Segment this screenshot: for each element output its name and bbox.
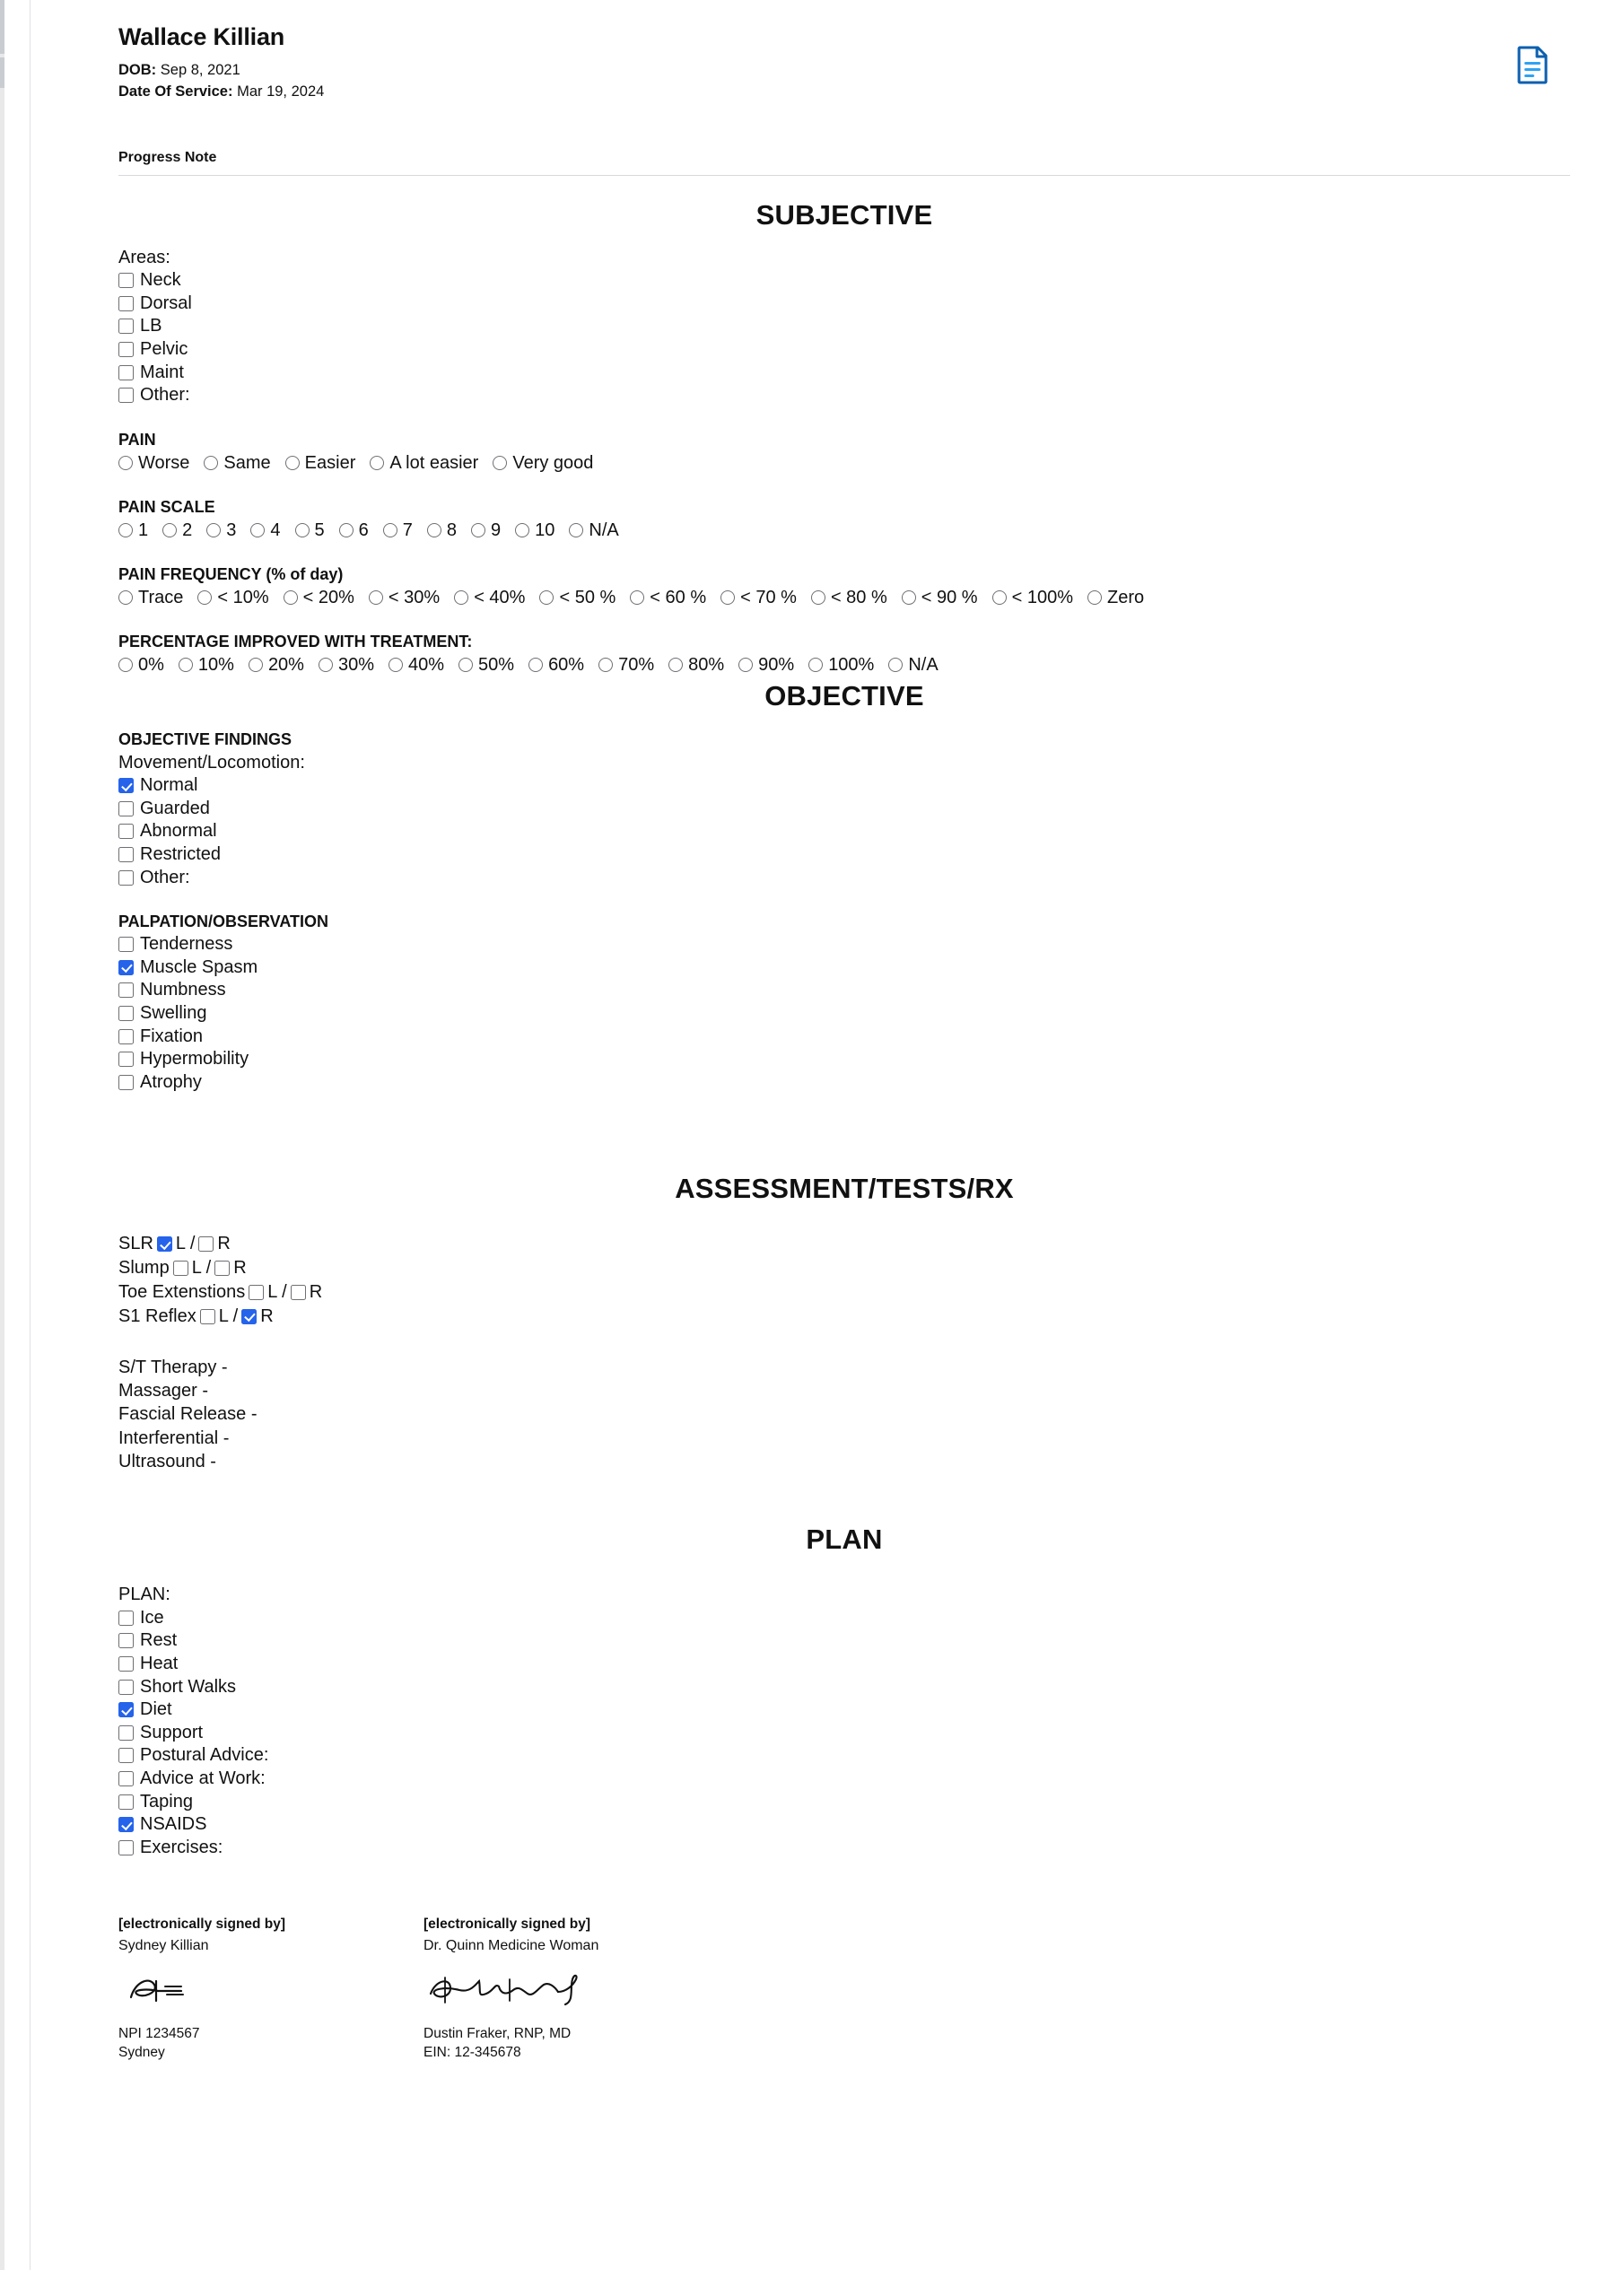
test-name: SLR xyxy=(118,1234,153,1254)
checkbox-label: Taping xyxy=(140,1791,193,1812)
checkbox-label: Fixation xyxy=(140,1026,204,1046)
plan-checkbox-group xyxy=(118,1607,1570,1860)
checkbox-row[interactable] xyxy=(118,1837,1570,1860)
assessment-tests xyxy=(118,1232,1570,1328)
checkbox-label: Support xyxy=(140,1722,204,1742)
signature-image xyxy=(423,1967,603,2015)
checkbox-row[interactable] xyxy=(118,1676,1570,1699)
radio-label: 8 xyxy=(446,519,457,540)
percentage-improved-label: PERCENTAGE IMPROVED WITH TREATMENT: xyxy=(118,632,473,650)
test-right-label: R xyxy=(217,1234,231,1254)
checkbox-slr-right[interactable] xyxy=(198,1236,214,1252)
radio-label: 1 xyxy=(138,519,149,540)
radio-button[interactable] xyxy=(738,658,753,672)
test-row-slr[interactable] xyxy=(118,1232,1570,1256)
radio-button[interactable] xyxy=(383,523,397,537)
radio-improved-60[interactable] xyxy=(528,653,584,677)
radio-improved-80[interactable] xyxy=(668,653,724,677)
therapy-massager: Massager - xyxy=(118,1380,209,1401)
test-name: S1 Reflex xyxy=(118,1305,196,1326)
document-icon xyxy=(1511,43,1554,86)
radio-button[interactable] xyxy=(811,590,825,605)
radio-pain-same[interactable] xyxy=(204,451,270,475)
radio-button[interactable] xyxy=(598,658,613,672)
checkbox-label: Swelling xyxy=(140,1002,207,1023)
checkbox-row[interactable] xyxy=(118,292,1570,316)
radio-label: < 20% xyxy=(302,587,354,607)
checkbox-label: Normal xyxy=(140,775,198,796)
checkbox-abnormal[interactable] xyxy=(118,824,134,839)
radio-button[interactable] xyxy=(250,523,265,537)
checkbox-tenderness[interactable] xyxy=(118,937,134,952)
pain-scale-label: PAIN SCALE xyxy=(118,497,215,516)
radio-button[interactable] xyxy=(539,590,554,605)
checkbox-postural-advice[interactable] xyxy=(118,1748,134,1763)
checkbox-row[interactable] xyxy=(118,1744,1570,1768)
patient-dob xyxy=(118,60,1570,82)
section-title-plan: PLAN xyxy=(806,1524,883,1556)
signature-footer-name: Sydney xyxy=(118,2045,165,2061)
checkbox-row[interactable] xyxy=(118,1026,1570,1049)
test-left-label: L / xyxy=(218,1305,239,1326)
radio-improved-50[interactable] xyxy=(458,653,514,677)
test-left-label: L / xyxy=(191,1258,212,1279)
test-name: Slump xyxy=(118,1258,170,1279)
checkbox-row[interactable] xyxy=(118,867,1570,890)
dob-value: Sep 8, 2021 xyxy=(160,62,240,78)
radio-pain-scale-10[interactable] xyxy=(515,519,554,542)
radio-button[interactable] xyxy=(370,456,384,470)
radio-button[interactable] xyxy=(204,456,218,470)
radio-label: 0% xyxy=(138,654,164,675)
areas-label: Areas: xyxy=(118,247,170,267)
checkbox-row[interactable] xyxy=(118,1071,1570,1095)
checkbox-row[interactable] xyxy=(118,1629,1570,1653)
radio-label: 100% xyxy=(828,654,875,675)
radio-pain-scale-3[interactable] xyxy=(206,519,236,542)
checkbox-label: Maint xyxy=(140,362,184,382)
checkbox-neck[interactable] xyxy=(118,273,134,288)
radio-freq-zero[interactable] xyxy=(1087,586,1144,609)
checkbox-label: Tenderness xyxy=(140,934,233,955)
checkbox-muscle-spasm[interactable] xyxy=(118,960,134,975)
checkbox-row[interactable] xyxy=(118,1698,1570,1722)
checkbox-slr-left[interactable] xyxy=(157,1236,172,1252)
radio-freq-100[interactable] xyxy=(992,586,1073,609)
radio-button[interactable] xyxy=(249,658,263,672)
checkbox-row[interactable] xyxy=(118,820,1570,843)
radio-label: Trace xyxy=(138,587,184,607)
radio-label: < 50 % xyxy=(559,587,616,607)
radio-button[interactable] xyxy=(493,456,507,470)
radio-button[interactable] xyxy=(285,456,300,470)
radio-freq-10[interactable] xyxy=(197,586,268,609)
signature-image xyxy=(118,1967,226,2015)
radio-button[interactable] xyxy=(197,590,212,605)
radio-label: Worse xyxy=(138,452,190,473)
signature-header: [electronically signed by] xyxy=(118,1916,286,1933)
radio-button[interactable] xyxy=(458,658,473,672)
checkbox-row[interactable] xyxy=(118,774,1570,798)
checkbox-label: Numbness xyxy=(140,980,226,1000)
radio-pain-scale-7[interactable] xyxy=(383,519,413,542)
checkbox-row[interactable] xyxy=(118,1653,1570,1676)
checkbox-maint[interactable] xyxy=(118,365,134,380)
checkbox-row[interactable] xyxy=(118,1607,1570,1630)
radio-freq-50[interactable] xyxy=(539,586,616,609)
therapies-list xyxy=(118,1356,1570,1474)
test-left-label: L / xyxy=(175,1234,196,1254)
radio-improved-70[interactable] xyxy=(598,653,654,677)
radio-freq-30[interactable] xyxy=(369,586,440,609)
radio-label: 3 xyxy=(226,519,237,540)
note-type: Progress Note xyxy=(118,149,217,165)
test-row-toe-extensions[interactable] xyxy=(118,1280,1570,1305)
patient-name: Wallace Killian xyxy=(118,23,285,50)
date-of-service xyxy=(118,82,1570,103)
radio-button[interactable] xyxy=(369,590,383,605)
radio-label: Easier xyxy=(304,452,356,473)
radio-pain-scale-4[interactable] xyxy=(250,519,280,542)
areas-checkbox-group xyxy=(118,269,1570,407)
radio-label: 5 xyxy=(314,519,325,540)
radio-pain-scale-5[interactable] xyxy=(295,519,325,542)
radio-freq-60[interactable] xyxy=(630,586,706,609)
radio-button[interactable] xyxy=(454,590,468,605)
document-sheet xyxy=(30,0,1624,2270)
radio-label: 10 xyxy=(535,519,555,540)
signature-name: Dr. Quinn Medicine Woman xyxy=(423,1938,599,1954)
checkbox-label: Rest xyxy=(140,1630,178,1651)
radio-label: 70% xyxy=(618,654,655,675)
radio-freq-20[interactable] xyxy=(284,586,354,609)
checkbox-label: Exercises: xyxy=(140,1837,223,1857)
radio-button[interactable] xyxy=(471,523,485,537)
radio-label: A lot easier xyxy=(389,452,479,473)
checkbox-guarded[interactable] xyxy=(118,801,134,816)
checkbox-ice[interactable] xyxy=(118,1611,134,1626)
signature-provider xyxy=(423,1916,729,2063)
checkbox-hypermobility[interactable] xyxy=(118,1052,134,1067)
radio-button[interactable] xyxy=(118,523,133,537)
section-title-subjective: SUBJECTIVE xyxy=(755,198,933,231)
pain-scale-radio-group xyxy=(118,519,1570,542)
checkbox-slump-right[interactable] xyxy=(214,1261,230,1276)
radio-button[interactable] xyxy=(720,590,735,605)
checkbox-row[interactable] xyxy=(118,362,1570,385)
radio-label: 60% xyxy=(548,654,585,675)
checkbox-lb[interactable] xyxy=(118,319,134,334)
radio-label: < 90 % xyxy=(921,587,978,607)
document-header xyxy=(118,23,1570,176)
radio-label: < 100% xyxy=(1011,587,1073,607)
checkbox-normal[interactable] xyxy=(118,778,134,793)
checkbox-nsaids[interactable] xyxy=(118,1817,134,1832)
test-row-s1-reflex[interactable] xyxy=(118,1305,1570,1329)
checkbox-row[interactable] xyxy=(118,933,1570,956)
signature-name: Sydney Killian xyxy=(118,1938,209,1954)
radio-button[interactable] xyxy=(339,523,354,537)
radio-label: 6 xyxy=(358,519,369,540)
dos-label: Date Of Service: xyxy=(118,83,233,100)
checkbox-restricted[interactable] xyxy=(118,847,134,862)
checkbox-row[interactable] xyxy=(118,384,1570,407)
radio-label: Very good xyxy=(512,452,594,473)
palpation-observation-label: PALPATION/OBSERVATION xyxy=(118,912,329,931)
signature-npi: NPI 1234567 xyxy=(118,2026,200,2042)
dos-value: Mar 19, 2024 xyxy=(237,83,325,100)
radio-label: 20% xyxy=(267,654,304,675)
checkbox-fixation[interactable] xyxy=(118,1029,134,1044)
radio-button[interactable] xyxy=(118,658,133,672)
dob-label: DOB: xyxy=(118,62,157,78)
radio-improved-100[interactable] xyxy=(808,653,874,677)
checkbox-pelvic[interactable] xyxy=(118,342,134,357)
radio-button[interactable] xyxy=(295,523,310,537)
checkbox-row[interactable] xyxy=(118,1813,1570,1837)
checkbox-movement-other[interactable] xyxy=(118,870,134,886)
radio-button[interactable] xyxy=(179,658,193,672)
radio-label: 80% xyxy=(688,654,725,675)
checkbox-support[interactable] xyxy=(118,1725,134,1741)
radio-button[interactable] xyxy=(284,590,298,605)
radio-freq-70[interactable] xyxy=(720,586,797,609)
radio-button[interactable] xyxy=(389,658,403,672)
therapy-interferential: Interferential - xyxy=(118,1427,230,1448)
objective-findings-label: OBJECTIVE FINDINGS xyxy=(118,729,292,748)
checkbox-label: Diet xyxy=(140,1699,172,1720)
radio-improved-na[interactable] xyxy=(888,653,938,677)
radio-label: 40% xyxy=(408,654,445,675)
checkbox-short-walks[interactable] xyxy=(118,1680,134,1695)
test-right-label: R xyxy=(260,1305,274,1326)
checkbox-atrophy[interactable] xyxy=(118,1075,134,1090)
radio-pain-scale-8[interactable] xyxy=(427,519,457,542)
radio-improved-40[interactable] xyxy=(389,653,444,677)
radio-freq-40[interactable] xyxy=(454,586,525,609)
checkbox-other-areas[interactable] xyxy=(118,388,134,403)
test-right-label: R xyxy=(309,1281,323,1302)
checkbox-row[interactable] xyxy=(118,1722,1570,1745)
signature-header: [electronically signed by] xyxy=(423,1916,591,1933)
radio-freq-80[interactable] xyxy=(811,586,887,609)
checkbox-s1-reflex-left[interactable] xyxy=(200,1309,215,1324)
checkbox-advice-at-work[interactable] xyxy=(118,1771,134,1786)
radio-button[interactable] xyxy=(118,590,133,605)
radio-improved-10[interactable] xyxy=(179,653,234,677)
checkbox-row[interactable] xyxy=(118,979,1570,1002)
checkbox-swelling[interactable] xyxy=(118,1006,134,1021)
radio-freq-trace[interactable] xyxy=(118,586,183,609)
radio-button[interactable] xyxy=(668,658,683,672)
checkbox-row[interactable] xyxy=(118,956,1570,980)
radio-label: Zero xyxy=(1106,587,1145,607)
radio-button[interactable] xyxy=(902,590,916,605)
checkbox-row[interactable] xyxy=(118,338,1570,362)
radio-pain-scale-6[interactable] xyxy=(339,519,369,542)
radio-label: 30% xyxy=(337,654,374,675)
rail-segment xyxy=(0,0,4,54)
section-title-assessment: ASSESSMENT/TESTS/RX xyxy=(675,1173,1014,1205)
pain-frequency-radio-group xyxy=(118,586,1570,609)
radio-label: < 30% xyxy=(388,587,441,607)
radio-button[interactable] xyxy=(1087,590,1102,605)
radio-button[interactable] xyxy=(992,590,1007,605)
checkbox-taping[interactable] xyxy=(118,1794,134,1810)
radio-button[interactable] xyxy=(515,523,529,537)
test-left-label: L / xyxy=(267,1281,287,1302)
radio-label: < 80 % xyxy=(830,587,887,607)
checkbox-heat[interactable] xyxy=(118,1656,134,1672)
checkbox-label: Hypermobility xyxy=(140,1049,249,1070)
radio-label: 2 xyxy=(182,519,193,540)
radio-pain-scale-na[interactable] xyxy=(569,519,618,542)
radio-label: < 70 % xyxy=(740,587,797,607)
radio-button[interactable] xyxy=(808,658,823,672)
radio-label: 4 xyxy=(270,519,281,540)
checkbox-label: Short Walks xyxy=(140,1676,237,1697)
checkbox-label: Dorsal xyxy=(140,292,192,313)
radio-button[interactable] xyxy=(162,523,177,537)
checkbox-diet[interactable] xyxy=(118,1702,134,1717)
test-row-slump[interactable] xyxy=(118,1256,1570,1280)
radio-button[interactable] xyxy=(528,658,543,672)
radio-label: N/A xyxy=(589,519,619,540)
radio-label: Same xyxy=(223,452,271,473)
signature-block xyxy=(118,1916,1570,2063)
header-divider xyxy=(118,175,1570,176)
therapy-fascial-release: Fascial Release - xyxy=(118,1404,258,1425)
checkbox-label: Other: xyxy=(140,385,190,406)
checkbox-label: Guarded xyxy=(140,798,210,818)
checkbox-label: Other: xyxy=(140,867,190,887)
checkbox-slump-left[interactable] xyxy=(173,1261,188,1276)
checkbox-label: Abnormal xyxy=(140,821,217,842)
checkbox-label: Advice at Work: xyxy=(140,1768,266,1788)
radio-button[interactable] xyxy=(319,658,333,672)
checkbox-row[interactable] xyxy=(118,1768,1570,1791)
radio-label: < 40% xyxy=(474,587,526,607)
checkbox-s1-reflex-right[interactable] xyxy=(241,1309,257,1324)
checkbox-toe-extensions-left[interactable] xyxy=(249,1285,264,1300)
checkbox-label: Restricted xyxy=(140,843,222,864)
radio-label: 10% xyxy=(197,654,234,675)
checkbox-row[interactable] xyxy=(118,315,1570,338)
radio-label: 9 xyxy=(491,519,502,540)
pain-label: PAIN xyxy=(118,430,156,449)
radio-pain-worse[interactable] xyxy=(118,451,189,475)
therapy-ultrasound: Ultrasound - xyxy=(118,1452,216,1472)
signature-ein: EIN: 12-345678 xyxy=(423,2045,521,2061)
radio-improved-30[interactable] xyxy=(319,653,374,677)
palpation-checkbox-group xyxy=(118,933,1570,1094)
checkbox-toe-extensions-right[interactable] xyxy=(291,1285,306,1300)
radio-label: 50% xyxy=(478,654,515,675)
radio-button[interactable] xyxy=(427,523,441,537)
radio-pain-scale-1[interactable] xyxy=(118,519,148,542)
radio-button[interactable] xyxy=(569,523,583,537)
radio-label: < 10% xyxy=(217,587,269,607)
checkbox-row[interactable] xyxy=(118,269,1570,292)
checkbox-label: Ice xyxy=(140,1607,164,1628)
checkbox-label: NSAIDS xyxy=(140,1814,207,1835)
test-right-label: R xyxy=(233,1258,247,1279)
radio-freq-90[interactable] xyxy=(902,586,978,609)
checkbox-dorsal[interactable] xyxy=(118,296,134,311)
radio-label: 90% xyxy=(758,654,795,675)
radio-label: 7 xyxy=(402,519,413,540)
checkbox-label: Atrophy xyxy=(140,1071,202,1092)
signature-provider-credentials: Dustin Fraker, RNP, MD xyxy=(423,2026,572,2042)
checkbox-label: LB xyxy=(140,316,162,336)
signature-patient xyxy=(118,1916,423,2063)
percentage-improved-radio-group xyxy=(118,653,1570,677)
radio-button[interactable] xyxy=(118,456,133,470)
radio-label: < 60 % xyxy=(650,587,707,607)
radio-label: N/A xyxy=(908,654,939,675)
radio-pain-scale-2[interactable] xyxy=(162,519,192,542)
pain-radio-group xyxy=(118,451,1570,475)
checkbox-numbness[interactable] xyxy=(118,982,134,998)
radio-pain-a-lot-easier[interactable] xyxy=(370,451,478,475)
radio-button[interactable] xyxy=(206,523,221,537)
radio-pain-easier[interactable] xyxy=(285,451,356,475)
movement-locomotion-label: Movement/Locomotion: xyxy=(118,752,305,773)
checkbox-row[interactable] xyxy=(118,1791,1570,1814)
checkbox-label: Postural Advice: xyxy=(140,1745,269,1766)
test-name: Toe Extenstions xyxy=(118,1281,246,1302)
radio-improved-90[interactable] xyxy=(738,653,794,677)
section-title-objective: OBJECTIVE xyxy=(764,679,924,712)
checkbox-label: Muscle Spasm xyxy=(140,956,258,977)
radio-improved-20[interactable] xyxy=(249,653,304,677)
radio-button[interactable] xyxy=(630,590,644,605)
radio-pain-scale-9[interactable] xyxy=(471,519,501,542)
left-rail xyxy=(0,0,4,2270)
checkbox-rest[interactable] xyxy=(118,1633,134,1648)
movement-checkbox-group xyxy=(118,774,1570,889)
plan-label: PLAN: xyxy=(118,1585,170,1605)
checkbox-row[interactable] xyxy=(118,798,1570,821)
therapy-st-therapy: S/T Therapy - xyxy=(118,1357,228,1377)
pain-frequency-label: PAIN FREQUENCY (% of day) xyxy=(118,564,344,583)
checkbox-row[interactable] xyxy=(118,843,1570,867)
radio-button[interactable] xyxy=(888,658,903,672)
checkbox-label: Heat xyxy=(140,1654,179,1674)
checkbox-label: Neck xyxy=(140,270,181,291)
radio-improved-0[interactable] xyxy=(118,653,164,677)
checkbox-row[interactable] xyxy=(118,1048,1570,1071)
checkbox-exercises[interactable] xyxy=(118,1840,134,1855)
radio-pain-very-good[interactable] xyxy=(493,451,593,475)
rail-segment xyxy=(0,57,4,88)
checkbox-label: Pelvic xyxy=(140,339,188,360)
checkbox-row[interactable] xyxy=(118,1002,1570,1026)
